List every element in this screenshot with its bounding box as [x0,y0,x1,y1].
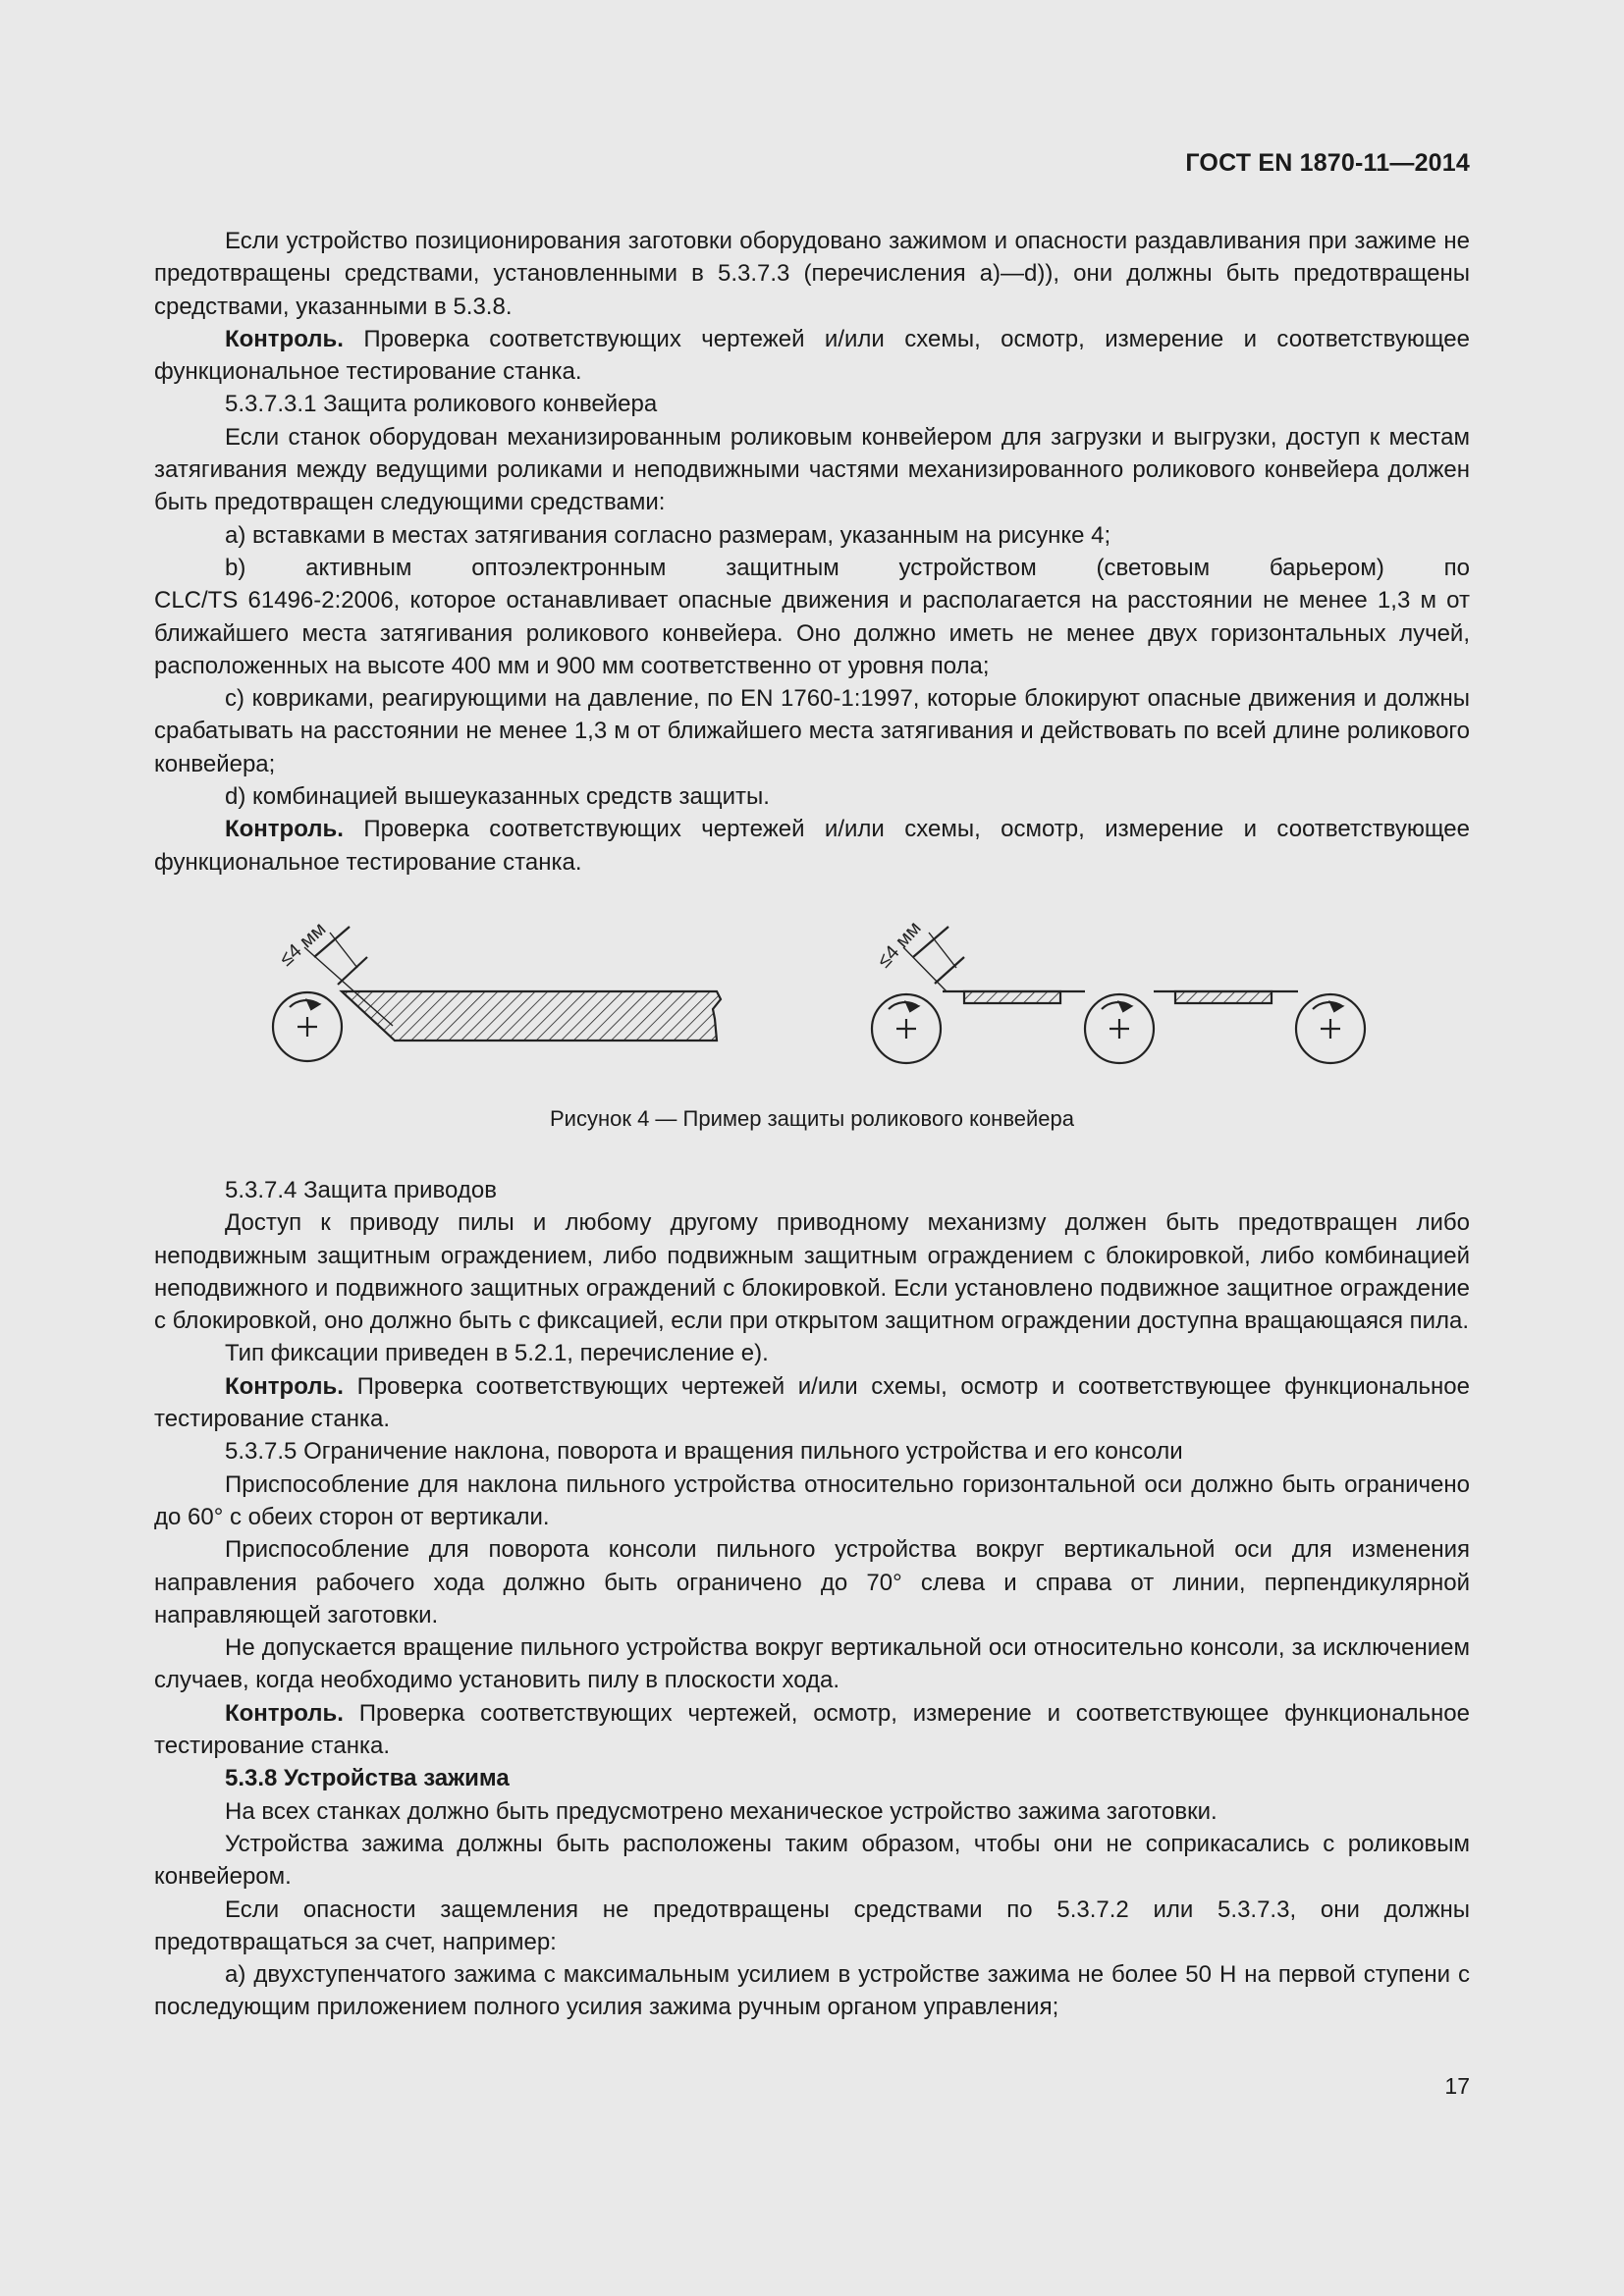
list-item: a) вставками в местах затягивания согласно размерам, указанным на рисунке 4; [225,521,1111,549]
roller [1085,994,1154,1063]
extension-line [330,933,357,968]
subsection-heading: 5.3.7.3.1 Защита роликового конвейера [225,391,658,418]
list-item: a) двухступенчатого зажима с максимальным усилием в устройстве зажима не более 50 Н на первой ступени с последующим приложением полного усилия зажима ручным органом управления; [154,1961,1470,2021]
control-label: Контроль. [225,1699,344,1727]
section-heading-text: 5.3.8 Устройства зажима [225,1765,510,1792]
hatched-insert [1175,991,1272,1003]
list-item: c) ковриками, реагирующими на давление, по EN 1760-1:1997, которые блокируют опасные движения и должны срабатывать на расстоянии не менее 1,3 м от ближайшего места затягивания и действовать по всей длине роликового конвейера; [154,685,1470,777]
roller [872,994,941,1063]
section-heading [154,1762,1470,1794]
subsection-heading: 5.3.7.5 Ограничение наклона, поворота и вращения пильного устройства и его консоли [225,1438,1183,1466]
paragraph: Доступ к приводу пилы и любому другому приводному механизму должен быть предотвращен либо неподвижным защитным ограждением, либо подвижным защитным ограждением с блокировкой, либо комбинацией неподвижного и подвижного защитных ограждений с блокировкой. Если установлено подвижное защитное ограждение с блокировкой, оно должно быть с фиксацией, если при открытом защитном ограждении доступна вращающаяся пила. [154,1209,1470,1335]
hatched-insert [342,991,721,1041]
control-paragraph [154,1697,1470,1763]
figure-caption: Рисунок 4 — Пример защиты роликового конвейера [549,1106,1074,1131]
dimension-label: ≤4 мм [873,917,926,973]
paragraph: Тип фиксации приведен в 5.2.1, перечисление е). [225,1340,769,1367]
paragraph: Приспособление для поворота консоли пильного устройства вокруг вертикальной оси для изменения направления рабочего хода должно быть ограничено до 70° слева и справа от линии, перпендикулярной направляющей заготовки. [154,1536,1470,1629]
extension-line [304,947,393,1026]
paragraph: Устройства зажима должны быть расположены таким образом, чтобы они не соприкасались с роликовым конвейером. [154,1830,1470,1891]
paragraph: Если устройство позиционирования заготовки оборудовано зажимом и опасности раздавливания при зажиме не предотвращены средствами, установленными в 5.3.7.3 (перечисления а)—d)), они должны быть предотвращены средствами, указанными в 5.3.8. [154,228,1470,320]
control-text: Проверка соответствующих чертежей и/или схемы, осмотр и соответствующее функциональное тестирование станка. [154,1372,1470,1433]
control-label: Контроль. [225,816,344,843]
extension-line [903,947,947,991]
control-paragraph [154,323,1470,389]
control-paragraph [154,1370,1470,1436]
paragraph: Приспособление для наклона пильного устройства относительно горизонтальной оси должно быть ограничено до 60° с обеих сторон от вертикали. [154,1470,1470,1530]
right-conveyor-illustration [872,918,1365,1063]
list-item: d) комбинацией вышеуказанных средств защиты. [225,783,770,811]
list-item: b) активным оптоэлектронным защитным устройством (световым барьером) по [225,554,1470,581]
control-text: Проверка соответствующих чертежей и/или схемы, осмотр, измерение и соответствующее функциональное тестирование станка. [154,816,1470,876]
roller-conveyor-figure [236,903,1394,1075]
subsection-heading: 5.3.7.4 Защита приводов [225,1177,497,1203]
control-text: Проверка соответствующих чертежей, осмотр, измерение и соответствующее функциональное тестирование станка. [154,1699,1470,1760]
extension-line [929,933,956,968]
text-block-lower [154,1174,1470,2024]
paragraph: Если опасности защемления не предотвращены средствами по 5.3.7.2 или 5.3.7.3, они должны предотвращаться за счет, например: [154,1896,1470,1955]
page-number: 17 [1444,2073,1470,2099]
control-paragraph [154,813,1470,879]
paragraph: Не допускается вращение пильного устройства вокруг вертикальной оси относительно консоли, за исключением случаев, когда необходимо установить пилу в плоскости хода. [154,1634,1470,1694]
left-conveyor-illustration [273,918,721,1061]
document-code-header: ГОСТ EN 1870-11—2014 [1185,149,1470,177]
control-label: Контроль. [225,325,344,352]
roller [1296,994,1365,1063]
hatched-insert [964,991,1060,1003]
list-item-continuation: CLC/TS 61496-2:2006, которое останавливает опасные движения и располагается на расстоянии не менее 1,3 м от ближайшего места затягивания роликового конвейера. Оно должно иметь не менее двух горизонтальных лучей, расположенных на высоте 400 мм и 900 мм соответственно от уровня пола; [154,587,1470,679]
text-block-upper [154,225,1470,879]
dimension-label: ≤4 мм [275,918,331,971]
control-label: Контроль. [225,1372,344,1400]
paragraph: Если станок оборудован механизированным роликовым конвейером для загрузки и выгрузки, доступ к местам затягивания между ведущими роликами и неподвижными частями механизированного роликового конвейера должен быть предотвращен следующими средствами: [154,423,1470,516]
paragraph: На всех станках должно быть предусмотрено механическое устройство зажима заготовки. [225,1797,1218,1825]
roller [273,992,342,1061]
control-text: Проверка соответствующих чертежей и/или схемы, осмотр, измерение и соответствующее функциональное тестирование станка. [154,325,1470,386]
dimension-line [935,957,964,984]
